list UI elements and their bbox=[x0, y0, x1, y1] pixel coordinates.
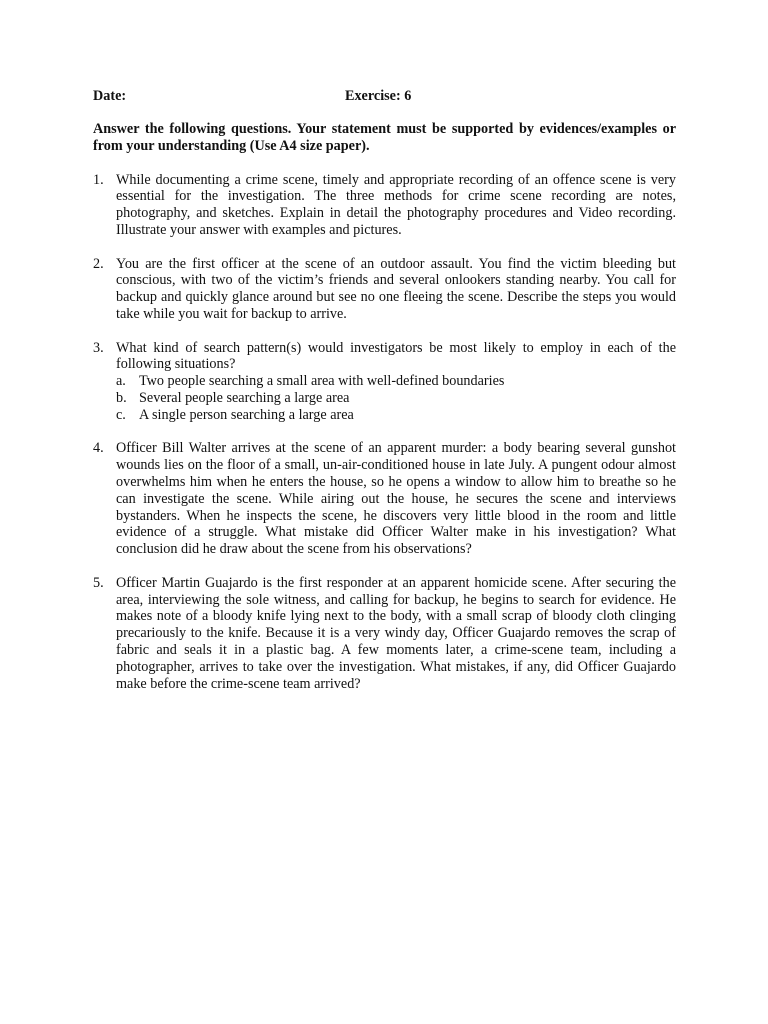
sub-question-c bbox=[116, 407, 676, 424]
question-number: 5. bbox=[93, 574, 104, 591]
sub-question-a bbox=[116, 373, 676, 390]
exercise-label: Exercise: 6 bbox=[345, 88, 412, 104]
question-text: You are the first officer at the scene of an outdoor assault. You find the victim bleeding but conscious, with two of the victim’s friends and several onlookers standing nearby. You call for backup and quickly glance around but see no one fleeing the scene. Describe the steps you would take while you wait for backup to arrive. bbox=[116, 255, 676, 322]
instructions: Answer the following questions. Your statement must be supported by evidences/examples or from your understanding (Use A4 size paper). bbox=[93, 121, 676, 154]
question-1 bbox=[93, 172, 676, 239]
question-list bbox=[93, 172, 676, 693]
question-text: What kind of search pattern(s) would investigators be most likely to employ in each of the following situations? bbox=[116, 339, 676, 373]
question-3 bbox=[93, 340, 676, 424]
sub-question-list bbox=[116, 373, 676, 423]
question-text: Officer Martin Guajardo is the first responder at an apparent homicide scene. After securing the area, interviewing the sole witness, and calling for backup, he begins to search for evidence. He makes note of a bloody knife lying next to the body, with a small scrap of bloody cloth clinging precariously to the knife. Because it is a very windy day, Officer Guajardo removes the scrap of fabric and seals it in a plastic bag. A few moments later, a crime-scene team, including a photographer, arrives to take over the investigation. What mistakes, if any, did Officer Guajardo make before the crime-scene team arrived? bbox=[116, 574, 676, 692]
question-4 bbox=[93, 440, 676, 558]
question-2 bbox=[93, 256, 676, 323]
question-number: 2. bbox=[93, 255, 104, 272]
question-number: 3. bbox=[93, 339, 104, 356]
exercise-sheet bbox=[93, 88, 676, 709]
sub-question-text: Several people searching a large area bbox=[139, 389, 350, 406]
sub-question-text: A single person searching a large area bbox=[139, 406, 354, 423]
sub-question-letter: b. bbox=[116, 389, 127, 406]
question-text: Officer Bill Walter arrives at the scene of an apparent murder: a body bearing several gunshot wounds lies on the floor of a small, un-air-conditioned house in late July. A pungent odour almost overwhelms him when he enters the house, so he opens a window to allow him to breathe so he can investigate the scene. While airing out the house, he secures the scene and interviews bystanders. When he inspects the scene, he discovers very little blood in the room and little evidence of a struggle. What mistake did Officer Walter make in his investigation? What conclusion did he draw about the scene from his observations? bbox=[116, 440, 676, 558]
question-5 bbox=[93, 575, 676, 693]
sub-question-text: Two people searching a small area with well-defined boundaries bbox=[139, 373, 505, 390]
question-number: 4. bbox=[93, 440, 104, 457]
sub-question-letter: a. bbox=[116, 373, 126, 390]
question-text: While documenting a crime scene, timely and appropriate recording of an offence scene is very essential for the investigation. The three methods for crime scene recording are notes, photography, and sketches. Explain in detail the photography procedures and Video recording. Illustrate your answer with examples and pictures. bbox=[116, 171, 676, 238]
question-number: 1. bbox=[93, 171, 104, 188]
date-label: Date: bbox=[93, 88, 127, 104]
sub-question-b bbox=[116, 390, 676, 407]
sub-question-letter: c. bbox=[116, 406, 126, 423]
sheet-header bbox=[93, 88, 676, 106]
